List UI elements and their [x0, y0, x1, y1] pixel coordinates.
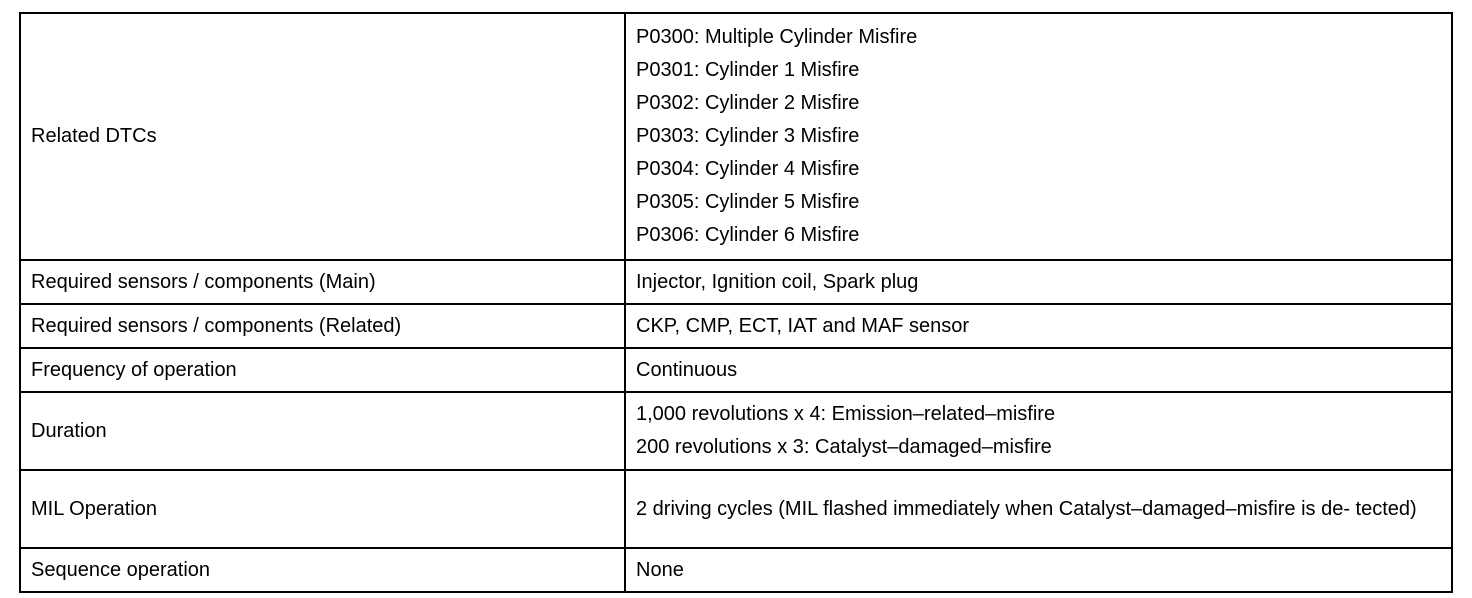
row-label: Required sensors / components (Main) [20, 260, 625, 304]
monitor-spec-table [19, 12, 1453, 593]
row-label: MIL Operation [20, 470, 625, 548]
row-value [625, 304, 1452, 348]
dtc-item: P0305: Cylinder 5 Misfire [636, 191, 860, 213]
row-value [625, 260, 1452, 304]
row-label: Duration [20, 392, 625, 470]
dtc-item: P0301: Cylinder 1 Misfire [636, 59, 860, 81]
dtc-item: P0303: Cylinder 3 Misfire [636, 125, 860, 147]
value-text: 2 driving cycles (MIL flashed immediately when Catalyst–damaged–misfire is de- tected) [636, 497, 1417, 520]
row-value [625, 548, 1452, 592]
dtc-item: P0306: Cylinder 6 Misfire [636, 224, 860, 246]
table-row [20, 13, 1452, 260]
row-value [625, 470, 1452, 548]
row-label: Frequency of operation [20, 348, 625, 392]
table-row [20, 470, 1452, 548]
dtc-item: P0304: Cylinder 4 Misfire [636, 158, 860, 180]
table-row [20, 260, 1452, 304]
value-text: CKP, CMP, ECT, IAT and MAF sensor [636, 314, 970, 337]
value-text: Injector, Ignition coil, Spark plug [636, 270, 919, 293]
row-label: Required sensors / components (Related) [20, 304, 625, 348]
table-row [20, 392, 1452, 470]
value-text: 200 revolutions x 3: Catalyst–damaged–misfire [636, 436, 1052, 458]
value-text: 1,000 revolutions x 4: Emission–related–misfire [636, 403, 1056, 425]
row-value [625, 392, 1452, 470]
table-row [20, 348, 1452, 392]
row-value [625, 13, 1452, 260]
value-text: None [636, 558, 684, 581]
value-text: Continuous [636, 358, 738, 381]
dtc-item: P0300: Multiple Cylinder Misfire [636, 26, 918, 48]
row-label: Related DTCs [20, 13, 625, 260]
row-label: Sequence operation [20, 548, 625, 592]
row-value [625, 348, 1452, 392]
table-row [20, 304, 1452, 348]
dtc-item: P0302: Cylinder 2 Misfire [636, 92, 860, 114]
table-row [20, 548, 1452, 592]
